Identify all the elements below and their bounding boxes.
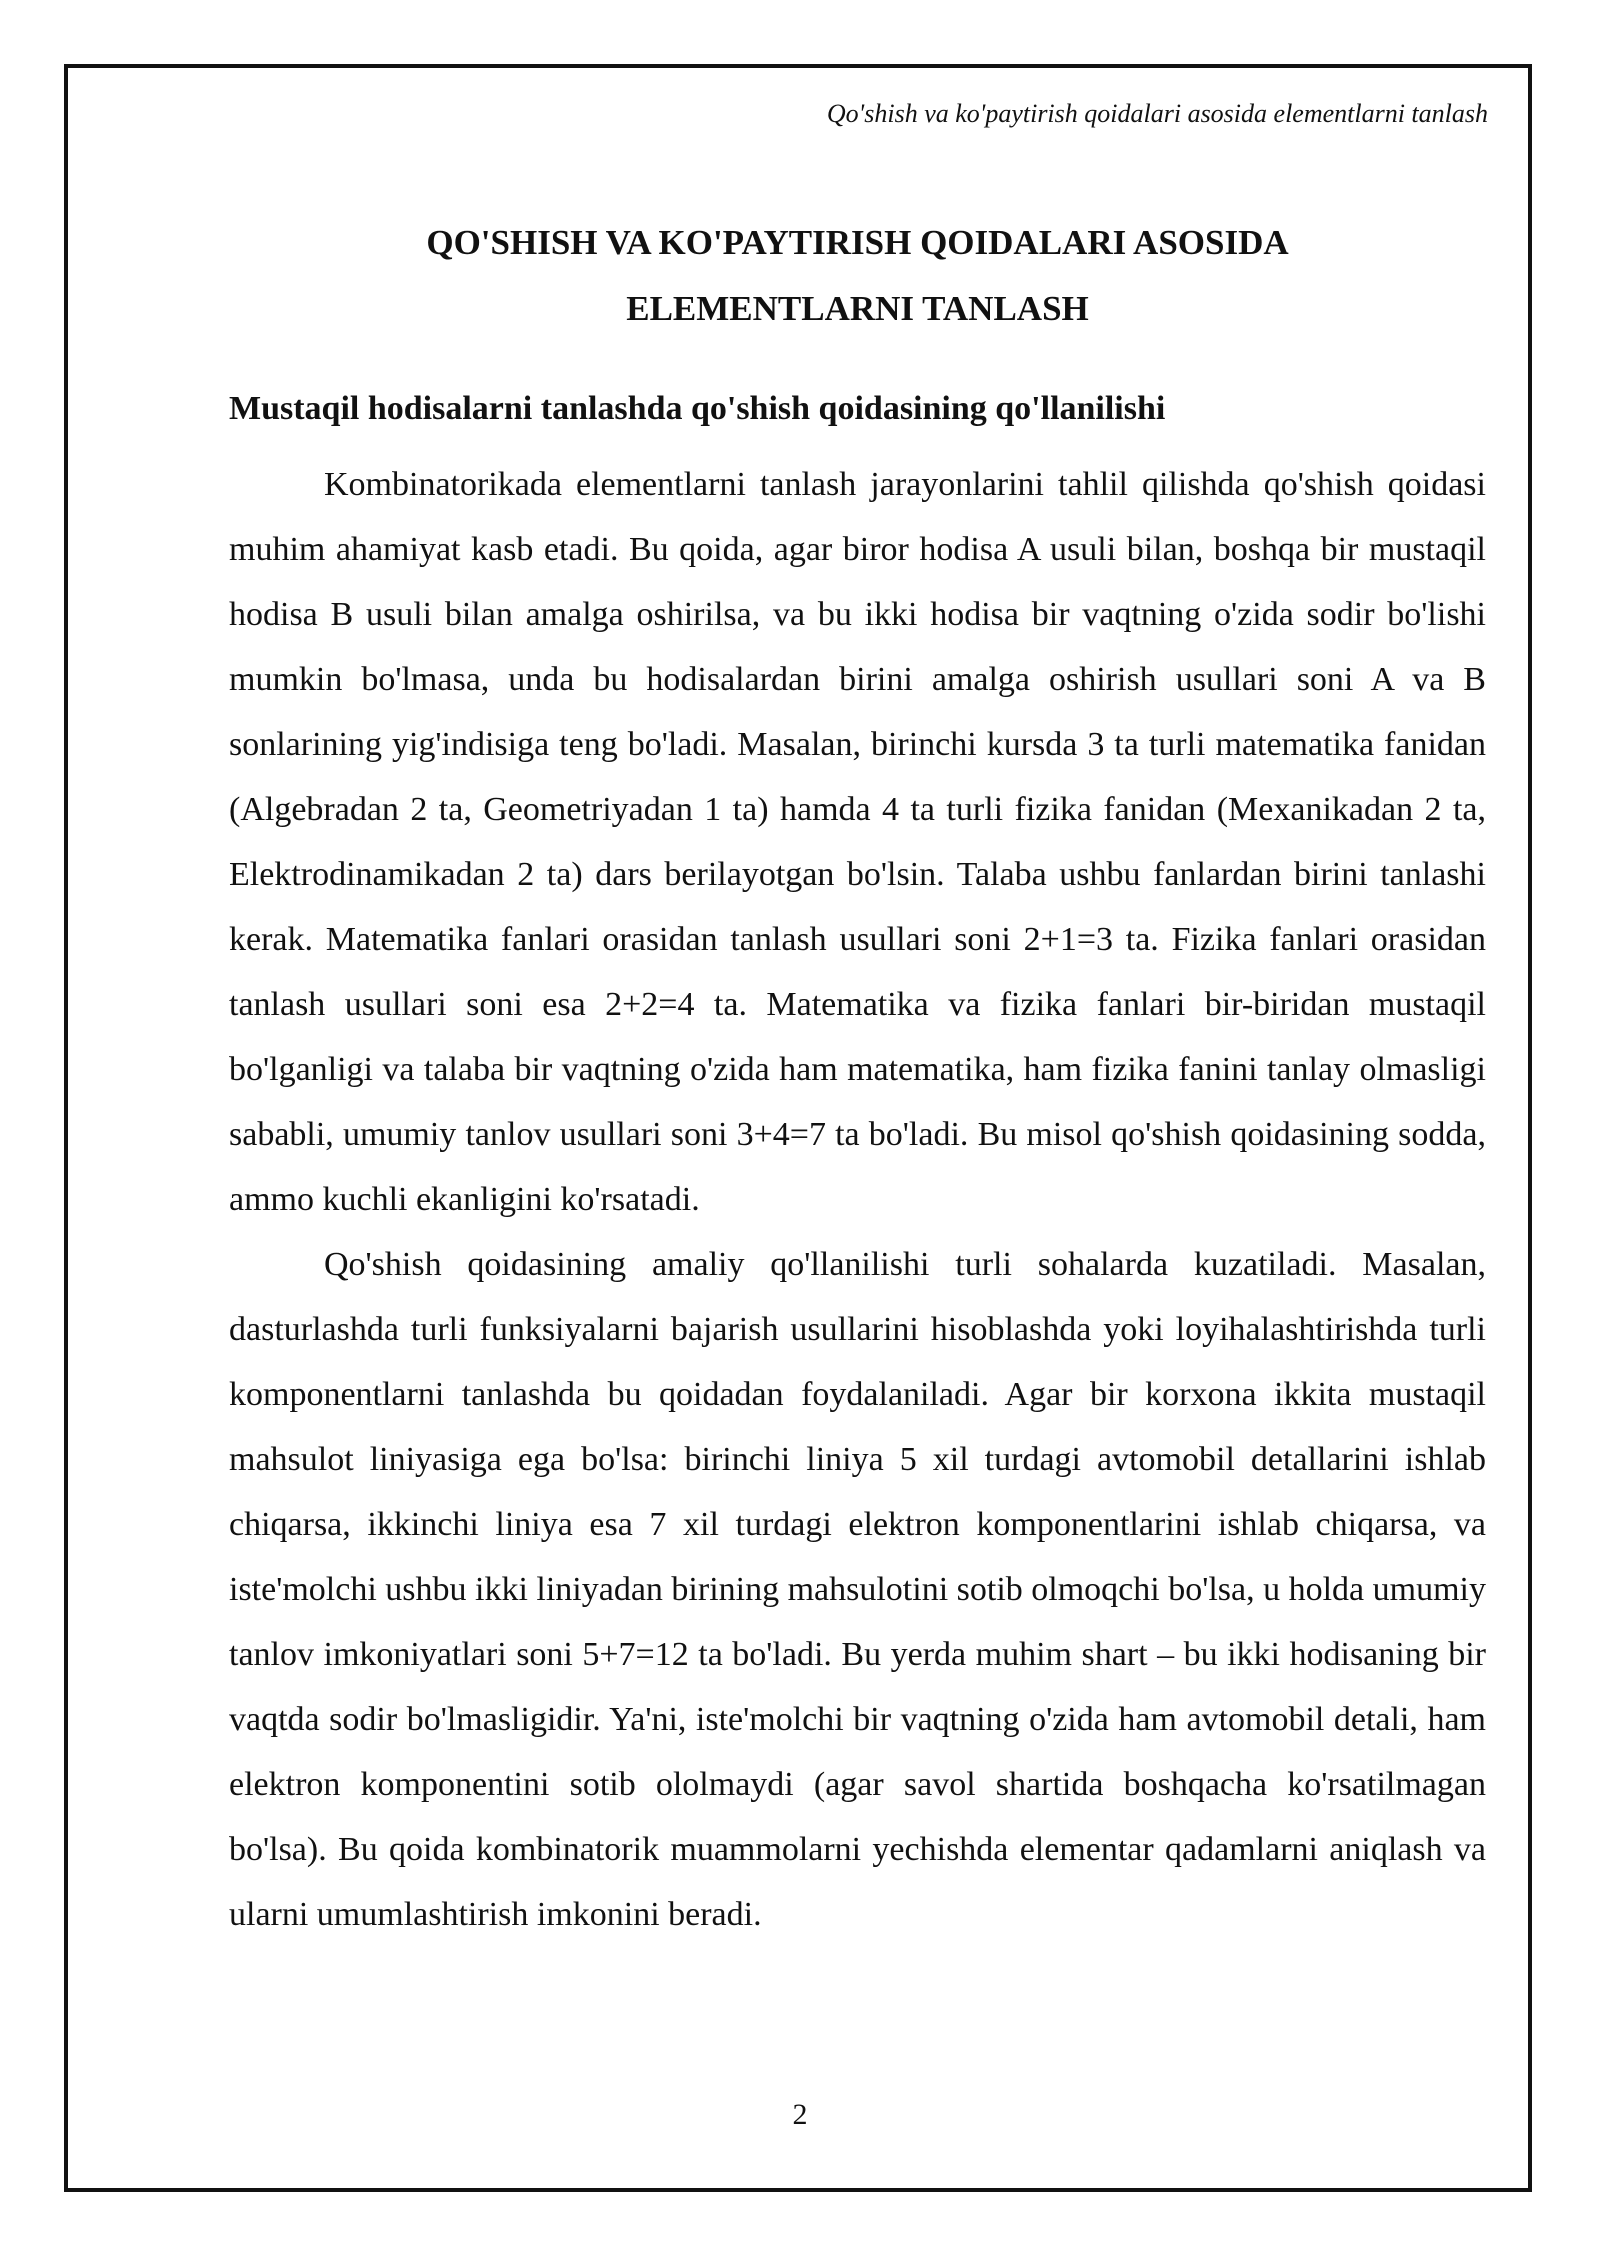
document-body — [229, 210, 1486, 1947]
document-title — [229, 210, 1486, 342]
document-title-line-2: ELEMENTLARNI TANLASH — [626, 289, 1089, 328]
document-title-line-1: QO'SHISH VA KO'PAYTIRISH QOIDALARI ASOSIDA — [426, 223, 1289, 262]
running-header: Qo'shish va ko'paytirish qoidalari asosida elementlarni tanlash — [826, 99, 1488, 128]
page-number: 2 — [792, 2098, 808, 2131]
paragraph-2: Qo'shish qoidasining amaliy qo'llanilishi turli sohalarda kuzatiladi. Masalan, dasturlashda turli funksiyalarni bajarish usullarini hisoblashda yoki loyihalashtirishda turli komponentlarni tanlashda bu qoidadan foydalaniladi. Agar bir korxona ikkita mustaqil mahsulot liniyasiga ega bo'lsa: birinchi liniya 5 xil turdagi avtomobil detallarini ishlab chiqarsa, ikkinchi liniya esa 7 xil turdagi elektron komponentlarini ishlab chiqarsa, va iste'molchi ushbu ikki liniyadan birining mahsulotini sotib olmoqchi bo'lsa, u holda umumiy tanlov imkoniyatlari soni 5+7=12 ta bo'ladi. Bu yerda muhim shart – bu ikki hodisaning bir vaqtda sodir bo'lmasligidir. Ya'ni, iste'molchi bir vaqtning o'zida ham avtomobil detali, ham elektron komponentini sotib ololmaydi (agar savol shartida boshqacha ko'rsatilmagan bo'lsa). Bu qoida kombinatorik muammolarni yechishda elementar qadamlarni aniqlash va ularni umumlashtirish imkonini beradi. — [229, 1246, 1486, 1933]
section-heading: Mustaqil hodisalarni tanlashda qo'shish qoidasining qo'llanilishi — [229, 390, 1166, 427]
paragraph-1: Kombinatorikada elementlarni tanlash jarayonlarini tahlil qilishda qo'shish qoidasi muhim ahamiyat kasb etadi. Bu qoida, agar biror hodisa A usuli bilan, boshqa bir mustaqil hodisa B usuli bilan amalga oshirilsa, va bu ikki hodisa bir vaqtning o'zida sodir bo'lishi mumkin bo'lmasa, unda bu hodisalardan birini amalga oshirish usullari soni A va B sonlarining yig'indisiga teng bo'ladi. Masalan, birinchi kursda 3 ta turli matematika fanidan (Algebradan 2 ta, Geometriyadan 1 ta) hamda 4 ta turli fizika fanidan (Mexanikadan 2 ta, Elektrodinamikadan 2 ta) dars berilayotgan bo'lsin. Talaba ushbu fanlardan birini tanlashi kerak. Matematika fanlari orasidan tanlash usullari soni 2+1=3 ta. Fizika fanlari orasidan tanlash usullari soni esa 2+2=4 ta. Matematika va fizika fanlari bir-biridan mustaqil bo'lganligi va talaba bir vaqtning o'zida ham matematika, ham fizika fanini tanlay olmasligi sababli, umumiy tanlov usullari soni 3+4=7 ta bo'ladi. Bu misol qo'shish qoidasining sodda, ammo kuchli ekanligini ko'rsatadi. — [229, 466, 1486, 1218]
